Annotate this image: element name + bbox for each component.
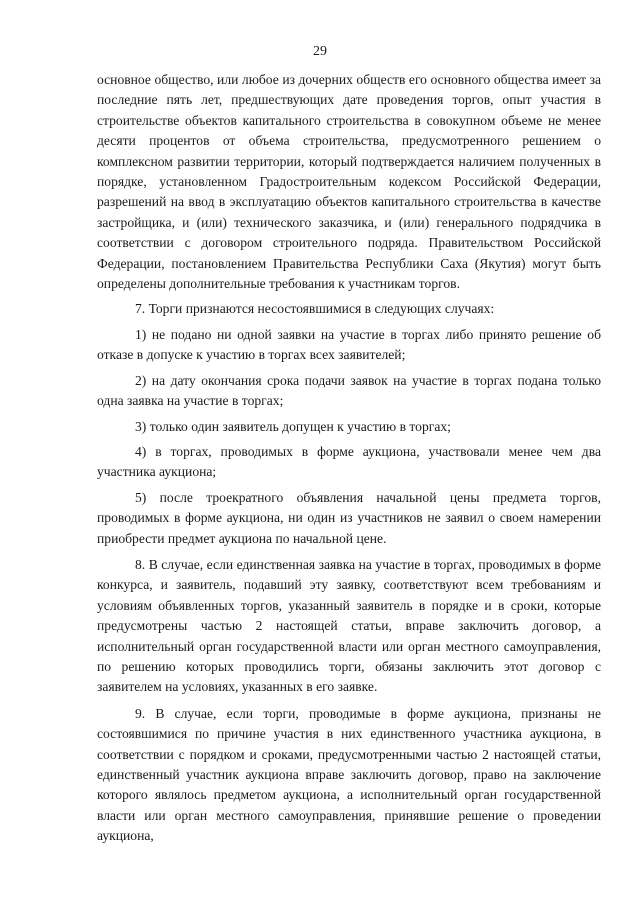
paragraph-subitem-2: 2) на дату окончания срока подачи заявок на участие в торгах подана только одна заявка на участие в торгах; bbox=[97, 372, 601, 409]
paragraph-item-8: 8. В случае, если единственная заявка на участие в торгах, проводимых в форме конкурса, и заявитель, подавший эту заявку, соответствуют всем требованиям и условиям объявленных торгов, указанный заявитель в порядке и в сроки, которые предусмотрены частью 2 настоящей статьи, вправе заключить договор, а исполнительный орган государственной власти или орган местного самоуправления, по решению которых проводились торги, обязаны заключить этот договор с заявителем на условиях, указанных в его заявке. bbox=[97, 556, 601, 695]
paragraph-subitem-3: 3) только один заявитель допущен к участию в торгах; bbox=[135, 418, 451, 434]
paragraph-continuation: основное общество, или любое из дочерних обществ его основного общества имеет за последние пять лет, предшествующих дате проведения торгов, опыт участия в строительстве объектов капитального строительства в совокупном объеме не менее десяти процентов от объема строительства, предусмотренного решением о комплексном развитии территории, который подтверждается наличием полученных в порядке, установленном Градостроительным кодексом Российской Федерации, разрешений на ввод в эксплуатацию объектов капитального строительства в качестве застройщика, и (или) технического заказчика, и (или) генерального подрядчика в соответствии с договором строительного подряда. Правительством Российской Федерации, постановлением Правительства Республики Саха (Якутия) могут быть определены дополнительные требования к участникам торгов. bbox=[97, 72, 601, 292]
paragraph-subitem-4: 4) в торгах, проводимых в форме аукциона, участвовали менее чем два участника аукциона; bbox=[97, 443, 601, 480]
page-number: 29 bbox=[313, 44, 327, 59]
paragraph-item-9: 9. В случае, если торги, проводимые в форме аукциона, признаны не состоявшимися по причине участия в них единственного участника аукциона, в соответствии с порядком и сроками, предусмотренными частью 2 настоящей статьи, единственный участник аукциона вправе заключить договор, право на заключение которого являлось предметом аукциона, а исполнительный орган государственной власти или орган местного самоуправления, принявшие решение о проведении аукциона, bbox=[97, 705, 601, 844]
document-body bbox=[97, 70, 601, 847]
paragraph-subitem-5: 5) после троекратного объявления начальной цены предмета торгов, проводимых в форме аукциона, ни один из участников не заявил о своем намерении приобрести предмет аукциона по начальной цене. bbox=[97, 489, 601, 546]
paragraph-item-7: 7. Торги признаются несостоявшимися в следующих случаях: bbox=[135, 301, 495, 317]
paragraph-subitem-1: 1) не подано ни одной заявки на участие в торгах либо принято решение об отказе в допуске к участию в торгах всех заявителей; bbox=[97, 326, 601, 363]
